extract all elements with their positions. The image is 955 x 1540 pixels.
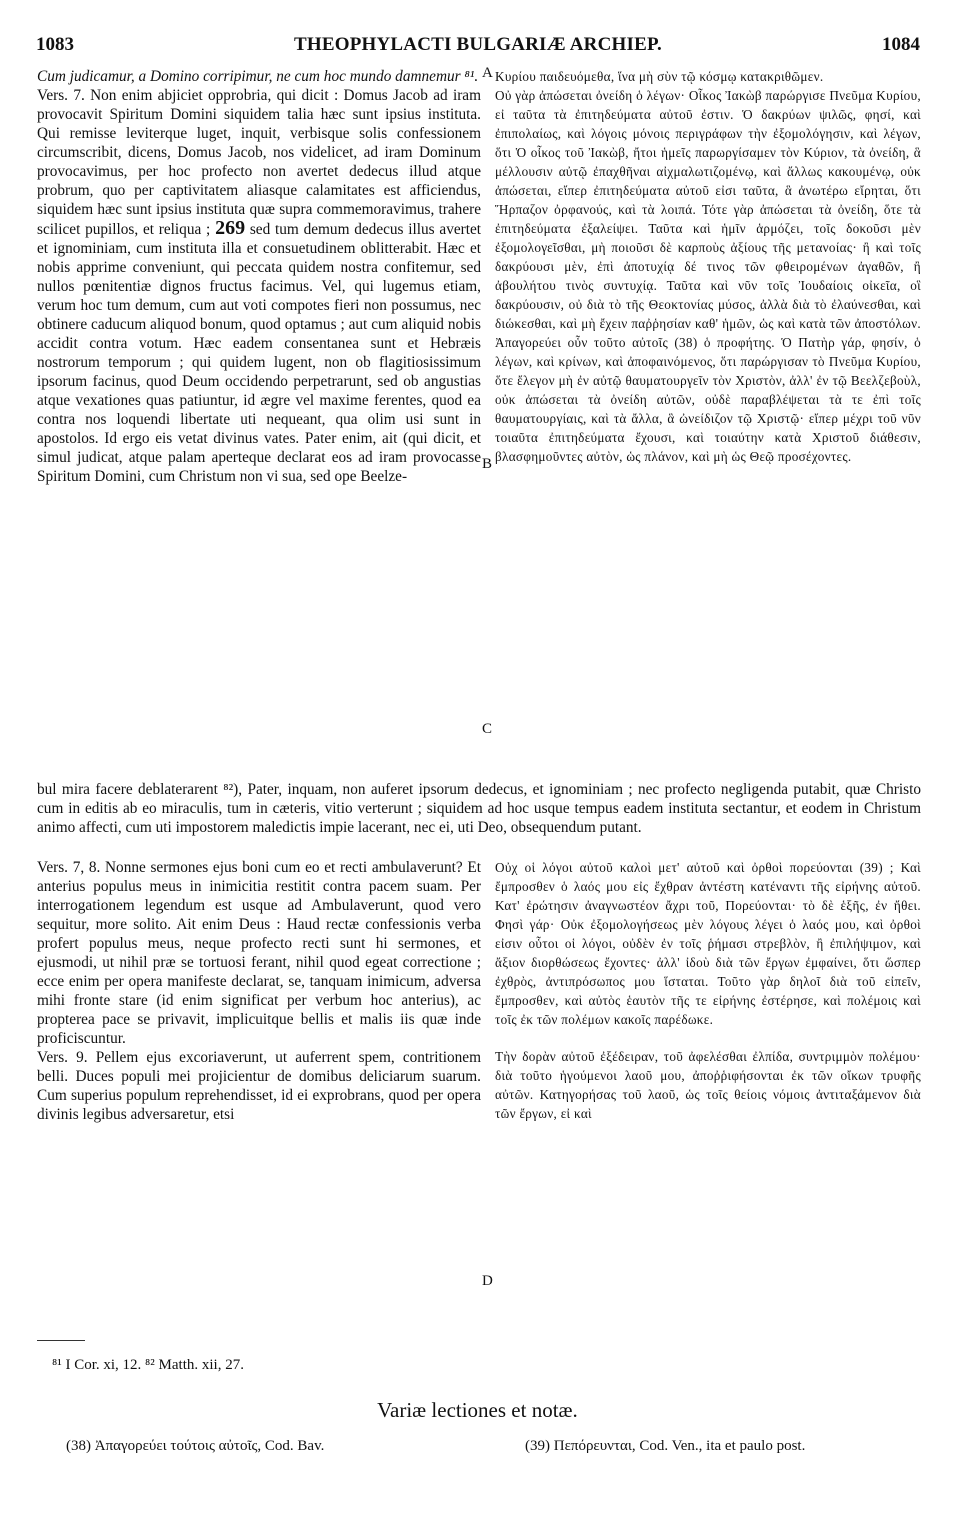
footnote-rule <box>37 1340 85 1341</box>
variant-note-39: (39) Πεπόρευνται, Cod. Ven., ita et paulo post. <box>525 1438 806 1454</box>
greek-paragraph: Τὴν δορὰν αὐτοῦ ἐξέδειραν, τοῦ ἀφελέσθαι ἐλπίδα, συντριμμὸν πολέμου· διὰ τοῦτο ἡγούμενοι λαοῦ μου, ἀποῤῥιφήσονται ἐκ τῶν οἴκων τρυφῆς αὐτῶν. Κατηγορήσας τοῦ λαοῦ, ὡς τοῖς θείοις νόμοις ἀντιταξάμενον διὰ τῶν ἔργων, εἰ καὶ <box>495 1049 921 1121</box>
margin-letter-d: D <box>482 1273 493 1289</box>
column-number-left: 1083 <box>36 34 74 55</box>
latin-paragraph <box>37 86 481 486</box>
column-number-right: 1084 <box>882 34 920 55</box>
greek-column-upper <box>495 67 921 777</box>
greek-paragraph: Οὐχ οἱ λόγοι αὐτοῦ καλοὶ μετ' αὐτοῦ καὶ ὀρθοὶ πορεύονται (39) ; Καὶ ἔμπροσθεν ὁ λαός μου εἰς ἔχθραν ἀντέστη κατέναντι τῆς εἰρήνης αὐτοῦ. Κατ' ἐρώτησιν ἀναγνωστέον ἄχρι τοῦ, Πορεύονται· τὸ δὲ ἑξῆς, ἐν ἤθει. Φησὶ γάρ· Οὐκ ἐξομολογήσεως μὲν λόγους λέγει ὁ λαός μου, καὶ ὀρθοὶ εἰσιν οὗτοι οἱ λόγοι, οὐδὲν ἐν τοῖς ῥήμασι στρεβλὸν, ἢ ἐπιλήψιμον, καὶ ἄξιον διορθώσεως ἔχοντες· ἀλλ' ἰδοὺ διὰ τῶν ἔργων ἐμφαίνει, ὅτι ὥσπερ ἐχθρὸς, ἀντιπρόσωπος μου ἵσταται. Τοῦτο γὰρ δηλοῖ διὰ τοῦ εἰπεῖν, ἔμπροσθεν, καὶ αὐτὸς ἑαυτὸν τῆς τε εἰρήνης ἐστέρησε, καὶ πολέμοις καὶ τοῖς ἐκ τῶν πολέμων κακοῖς παρέδωκε. <box>495 860 921 1027</box>
latin-paragraph: Vers. 7, 8. Nonne sermones ejus boni cum eo et recti ambulaverunt? Et anterius populus meus in inimicitia restitit contra pacem suam. Per interrogationem legendum est usque ad Ambulaverunt, quod vero sequitur, more solito. Ait enim Deus : Haud rectæ confessionis verba profert populus meus, neque profecto recti sunt hi sermones, et ejusmodi, ut nihil præ se tortuosi ferant, nihil quod egeat correctione ; ecce enim per opera manifeste declarat, se, tanquam inimicum, adversa mihi fronte stare (id enim significat per verbum hoc anterius), ac propterea pace se privavit, implicuitque bellis et malis iis quæ inde proficiscuntur. <box>37 859 481 1047</box>
latin-paragraph: Cum judicamur, a Domino corripimur, ne cum hoc mundo damnemur ⁸¹. <box>37 68 479 85</box>
margin-letter-a: A <box>482 65 493 81</box>
footnotes: ⁸¹ I Cor. xi, 12. ⁸² Matth. xii, 27. <box>52 1357 244 1373</box>
page-header <box>36 34 920 60</box>
latin-column-lower <box>37 858 481 1333</box>
latin-full-width-paragraph: bul mira facere deblaterarent ⁸²), Pater, inquam, non auferet ipsorum dedecus, et ignominiam ; nec profecto negligenda putabit, quæ Christo cum in editis ab eo miraculis, tum in cæteris, vitio verterunt ; siquidem ad hoc usque tempus eadem instituta sectantur, et eodem in Christum animo affecti, cum uti impostorem maledictis impie lacerant, nec ei, uti Deo, obsequendum putant. <box>37 781 921 836</box>
running-title: THEOPHYLACTI BULGARIÆ ARCHIEP. <box>294 34 662 55</box>
latin-column-upper <box>37 67 481 777</box>
margin-letter-b: B <box>482 456 493 472</box>
margin-letter-c: C <box>482 721 493 737</box>
greek-paragraph: Κυρίου παιδευόμεθα, ἵνα μὴ σὺν τῷ κόσμῳ κατακριθῶμεν. <box>495 69 824 84</box>
latin-paragraph: Vers. 9. Pellem ejus excoriaverunt, ut auferrent spem, contritionem belli. Duces populi mei projicientur de domibus deliciarum suarum. Cum superius populum reprehendisset, id ei exprobrans, quod per opera divinis legibus adversaretur, etsi <box>37 1049 481 1123</box>
latin-text: Vers. 7. Non enim abjiciet opprobria, qui dicit : Domus Jacob ad iram provocavit Spiritum Domini siquidem talia hæc sunt ipsius instituta. Qui remisse leviterque luget, inquit, verbisque solis confessionem circumscribit, dicens, Domus Jacob, nos videlicet, ad iram Dominum provocavimus, per hoc profecto non avertet dedecus illud atque probrum, quo per captivitatem aliasque calamitates est afficiendus, siquidem hæc sunt ipsius instituta quæ supra commemoravimus, trahere scilicet pupillos, et reliqua ; <box>37 87 481 238</box>
variae-lectiones-title: Variæ lectiones et notæ. <box>377 1398 578 1422</box>
variant-note-38: (38) Ἀπαγορεύει τούτοις αὐτοῖς, Cod. Bav. <box>66 1438 325 1454</box>
latin-text: sed tum demum dedecus illus avertet et ignominiam, cum instituta illa et consuetudinem oblitterabit. Hæc et nobis apprime conveniunt, qui peccata quidem nostra confitemur, sed nullos pœnitentiæ dignos fructus facimus. Vel, qui lugemus etiam, verum hoc tum demum, cum aut voti compotes fieri non possumus, nec obtinere caducum aliquod bonum, quod optamus ; aut cum aliquid nobis accidit contra votum. Hæc eadem consentanea sunt et Hebræis nostrorum temporum ; qui quidem lugent, non ob flagitiosissimum ipsorum facinus, quod Deum occidendo perpetrarunt, sed ob angustias atque vexationes quas patiuntur, id ægre vel maxime ferentes, quod ea contra nos loquendi libertate uti nequeant, qua olim usi sunt in apostolos. Id ergo eis vetat divinus vates. Pater enim, ait (qui dicit, et simul judicat, atque palam aperteque declarat eos ad iram provocasse Spiritum Domini, cum Christum non vi sua, sed ope Beelze- <box>37 221 482 485</box>
page-number-marker: 269 <box>215 217 246 239</box>
greek-paragraph: Οὐ γὰρ ἀπώσεται ὀνείδη ὁ λέγων· Οἶκος Ἰακὼβ παρώργισε Πνεῦμα Κυρίου, εἰ ταῦτα τὰ ἐπιτηδεύματα αὐτοῦ ἐστιν. Ὁ δακρύων ψιλῶς, φησί, καὶ ἐπιπολαίως, καὶ λόγοις μόνοις περιγράφων τὴν ἐξομολόγησιν, καὶ λέγων, ὅτι Ὁ οἶκος τοῦ Ἰακὼβ, ἤτοι ἡμεῖς παρωργίσαμεν τὸν Κύριον, τὰ ὀνείδη, ἃ μέλλουσιν αὐτῷ ἐπαχθῆναι αἰχμαλωτιζομένῳ, καὶ ἄλλως κακουμένῳ, οὐκ ἀπώσεται, εἴπερ ἐπιτηδεύματα αὐτοῦ εἰσι ταῦτα, ἃ ἀνωτέρω εἴρηται, ὅτι Ἥρπαζον ὀρφανούς, καὶ τὰ λοιπά. Τότε γὰρ ἀπώσεται τὰ ὀνείδη, ὅτε τὰ ἐπιτηδεύματα ἐξαλείψει. Ταῦτα καὶ ἡμῖν ἁρμόζει, τοῖς δοκοῦσι μὲν ἐξομολογεῖσθαι, μὴ ποιοῦσι δὲ καρποὺς ἀξίους τῆς μετανοίας· ἢ καὶ τοῖς δακρύουσι μὲν, ἐπὶ ἀποτυχίᾳ δέ τινος τῶν φθειρομένων ἀγαθῶν, ἢ ἀβουλήτου τινὸς συντυχίᾳ. Ταῦτα καὶ νῦν τοῖς Ἰουδαίοις οἰκεῖα, οἳ δακρύουσιν, οὐ διὰ τὸ τῆς Θεοκτονίας μύσος, ἀλλὰ διὰ τὸ ἐλαύνεσθαι, καὶ διώκεσθαι, καὶ μὴ ἔχειν παῤῥησίαν καθ' ἡμῶν, ὡς καὶ κατὰ τῶν ἀποστόλων. Ἀπαγορεύει οὖν τοῦτο αὐτοῖς (38) ὁ προφήτης. Ὁ Πατὴρ γάρ, φησίν, ὁ λέγων, καὶ κρίνων, καὶ ἀποφαινόμενος, ὅτι παρώργισαν τὸ Πνεῦμα Κυρίου, ὅτε ἔλεγον μὴ ἐν αὐτῷ θαυματουργεῖν τὸν Χριστὸν, ἀλλ' ἐν τῷ Βεελζεβοὺλ, οὐκ ἀπώσεται τὰ ὀνείδη αὐτῶν, οὐδὲ παραβλέψεται τὰ τε ἐπὶ τοῖς θαυματουργίαις, καὶ τὰ ἄλλα, ἃ ὠνείδιζον τῷ Χριστῷ· εἴπερ μέχρι τοῦ νῦν τοιαῦτα ἐπιτηδεύματα ἔχουσι, καὶ τοιαύτην κατὰ Χριστοῦ διάθεσιν, βλασφημοῦντες αὐτὸν, ὡς πλάνον, καὶ μὴ ὡς Θεῷ προσέχοντες. <box>495 88 921 464</box>
greek-column-lower <box>495 858 921 1333</box>
